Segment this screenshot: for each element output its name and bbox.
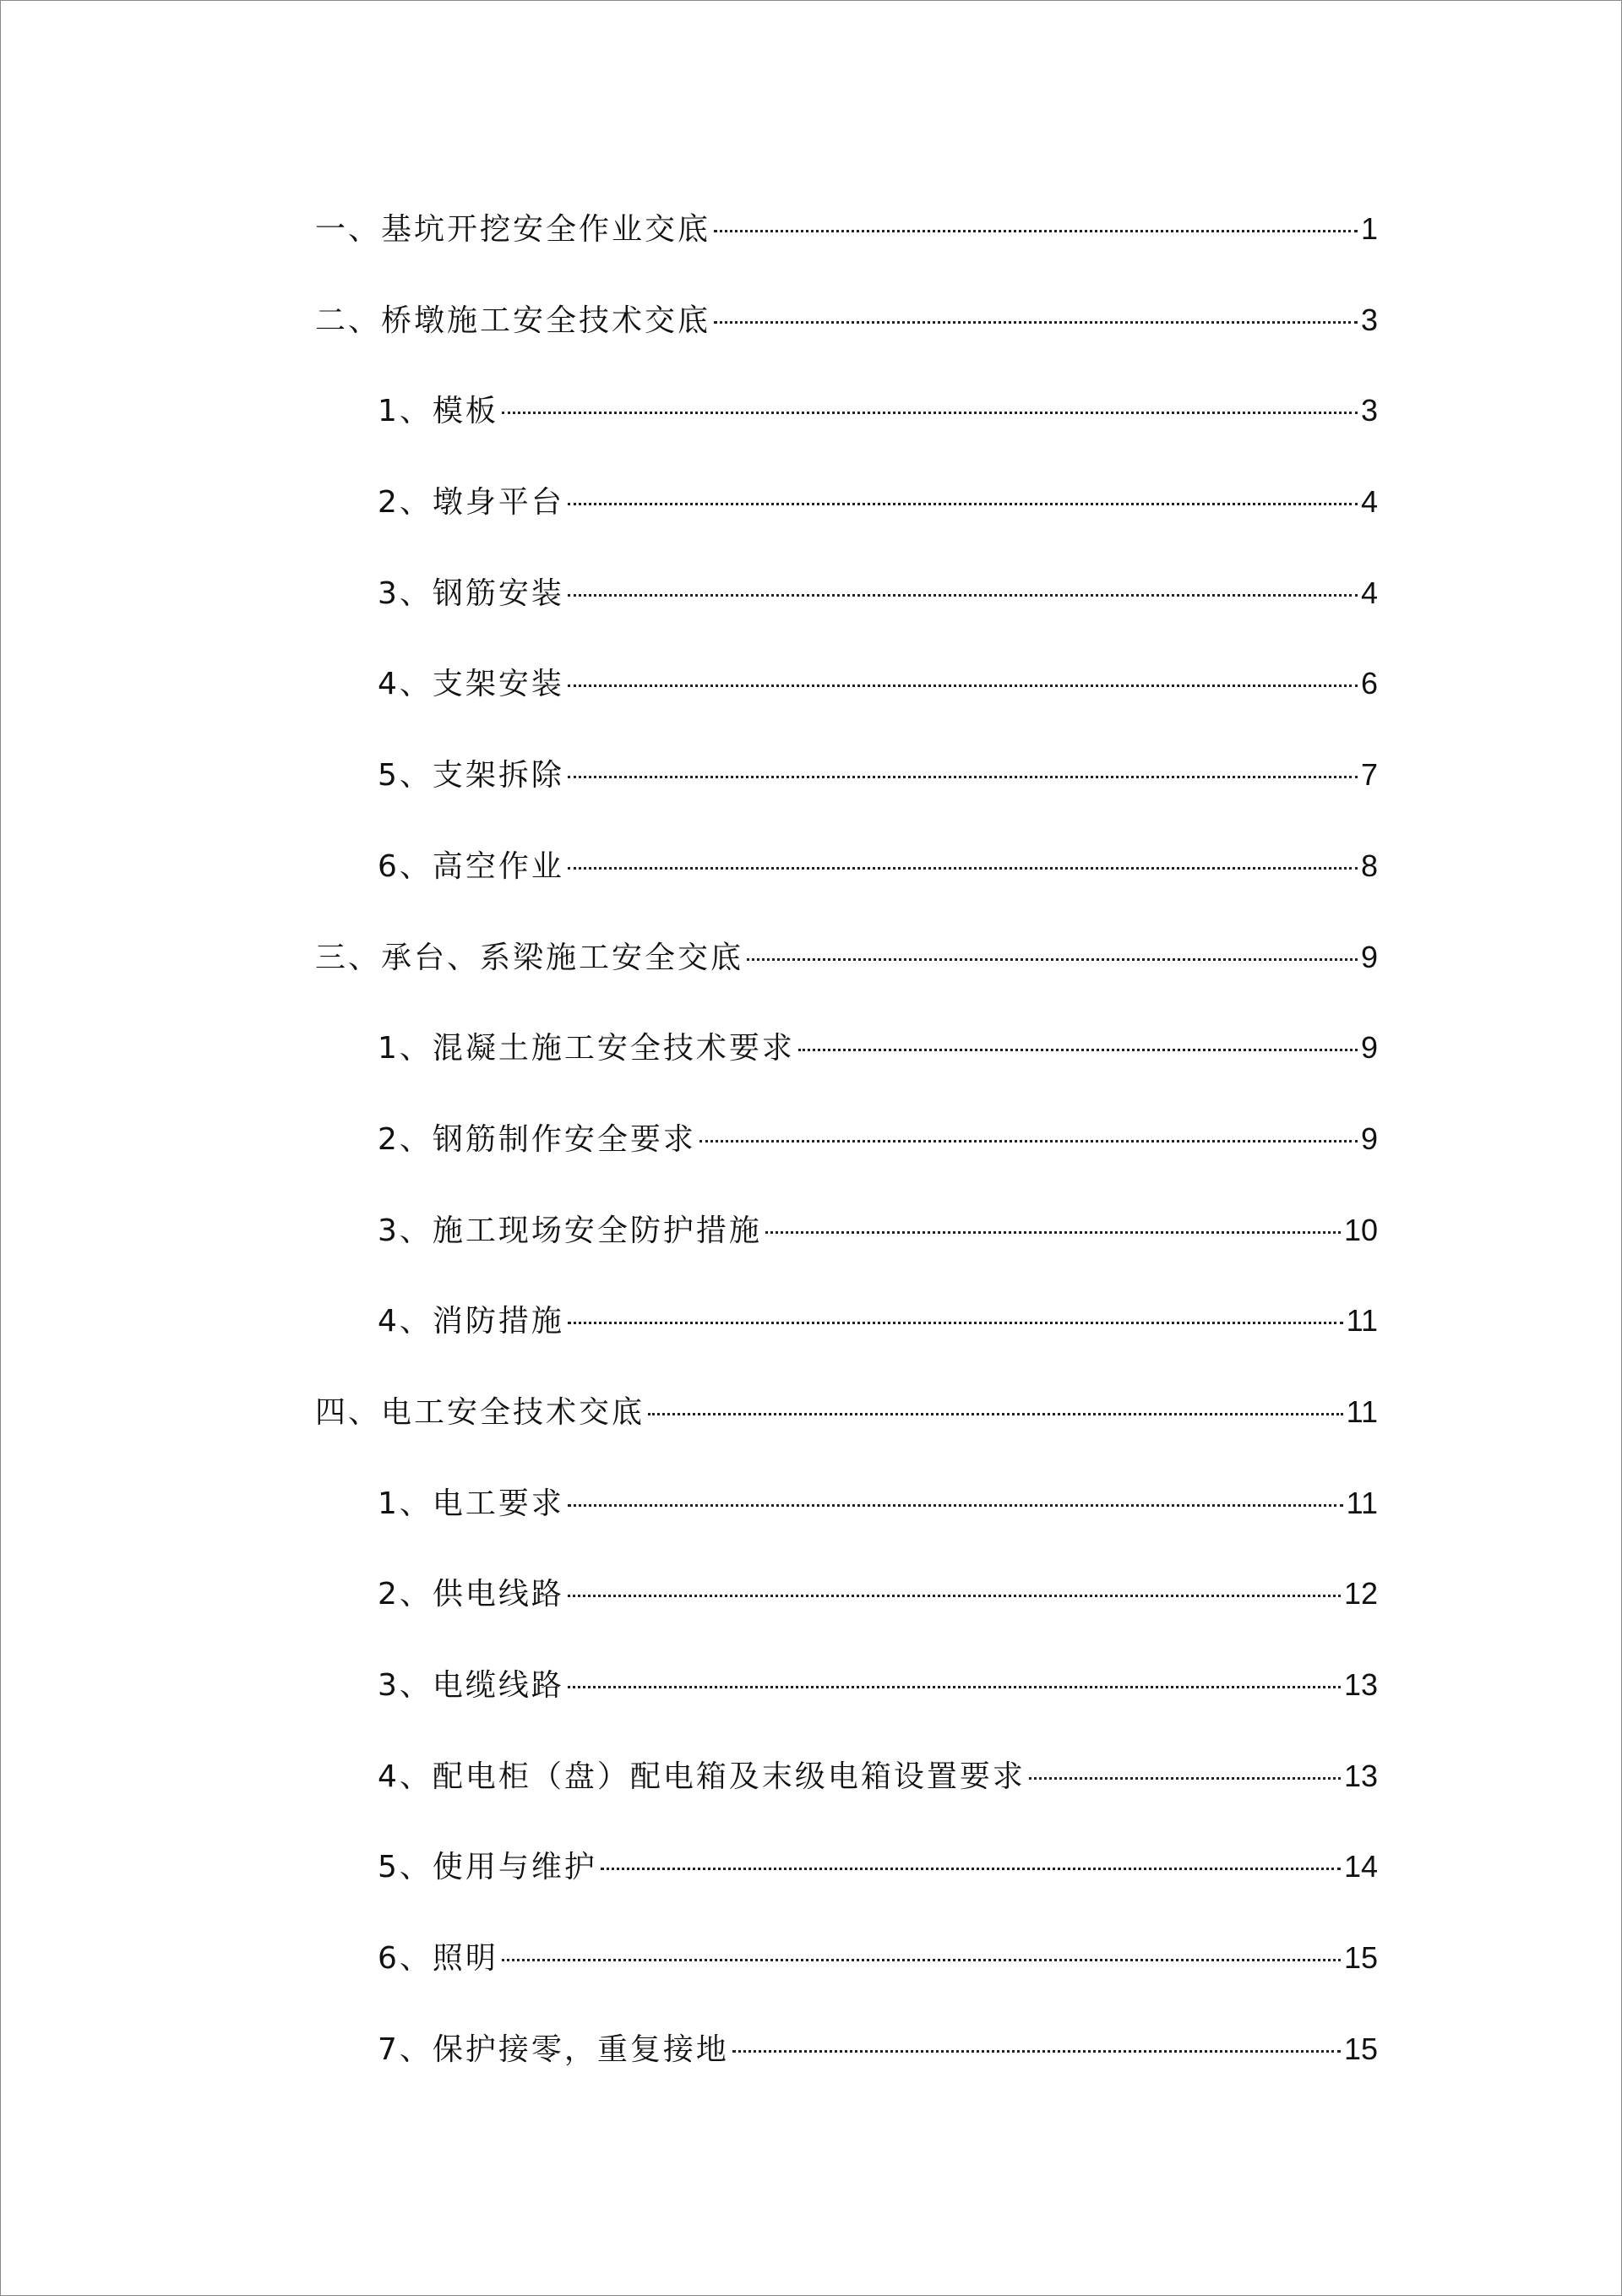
toc-entry-title: 三、承台、系梁施工安全交底: [315, 940, 744, 975]
dot-leader: [714, 321, 1358, 324]
toc-entry-page-number: 15: [1343, 2031, 1378, 2066]
dot-leader: [732, 2050, 1341, 2053]
toc-entry-title: 2、供电线路: [378, 1577, 564, 1612]
toc-entry-title: 2、墩身平台: [378, 485, 564, 521]
dot-leader: [502, 412, 1358, 414]
toc-entry-page-number: 10: [1343, 1212, 1378, 1247]
dot-leader: [798, 1049, 1358, 1051]
toc-entry-title: 一、基坑开挖安全作业交底: [315, 212, 711, 247]
toc-entry-page-number: 12: [1343, 1576, 1378, 1612]
toc-entry-page-number: 15: [1343, 1940, 1378, 1976]
toc-entry-title: 4、配电柜（盘）配电箱及末级电箱设置要求: [378, 1759, 1026, 1794]
dot-leader: [568, 503, 1358, 505]
toc-entry-title: 3、施工现场安全防护措施: [378, 1213, 762, 1248]
toc-subsection-entry[interactable]: [315, 1023, 1378, 1114]
toc-entry-title: 7、保护接零，重复接地: [378, 2031, 729, 2067]
toc-entry-page-number: 14: [1343, 1849, 1378, 1884]
toc-entry-title: 3、电缆线路: [378, 1668, 564, 1703]
toc-entry-page-number: 4: [1360, 575, 1378, 610]
dot-leader: [568, 776, 1358, 778]
toc-entry-page-number: 3: [1360, 302, 1378, 337]
toc-entry-title: 5、支架拆除: [378, 758, 564, 794]
table-of-contents: [315, 204, 1378, 2114]
dot-leader: [568, 594, 1358, 597]
toc-subsection-entry[interactable]: [315, 841, 1378, 932]
dot-leader: [765, 1231, 1341, 1234]
dot-leader: [568, 1686, 1341, 1688]
toc-subsection-entry[interactable]: [315, 1205, 1378, 1296]
toc-entry-page-number: 11: [1346, 1393, 1378, 1429]
toc-entry-page-number: 6: [1360, 666, 1378, 701]
dot-leader: [648, 1413, 1343, 1415]
toc-entry-title: 二、桥墩施工安全技术交底: [315, 303, 711, 338]
toc-entry-page-number: 9: [1360, 939, 1378, 974]
toc-entry-title: 3、钢筋安装: [378, 575, 564, 611]
toc-entry-page-number: 9: [1360, 1030, 1378, 1066]
dot-leader: [502, 1959, 1341, 1961]
toc-subsection-entry[interactable]: [315, 658, 1378, 750]
toc-entry-title: 4、消防措施: [378, 1304, 564, 1339]
toc-subsection-entry[interactable]: [315, 568, 1378, 659]
toc-section-entry[interactable]: [315, 204, 1378, 295]
toc-entry-title: 1、模板: [378, 394, 498, 429]
toc-entry-page-number: 13: [1343, 1667, 1378, 1702]
toc-entry-title: 1、混凝土施工安全技术要求: [378, 1031, 795, 1066]
toc-entry-title: 1、电工要求: [378, 1486, 564, 1521]
toc-subsection-entry[interactable]: [315, 385, 1378, 477]
toc-entry-title: 四、电工安全技术交底: [315, 1394, 645, 1430]
toc-section-entry[interactable]: [315, 295, 1378, 386]
dot-leader: [568, 684, 1358, 687]
toc-subsection-entry[interactable]: [315, 2024, 1378, 2115]
dot-leader: [1029, 1777, 1341, 1780]
toc-subsection-entry[interactable]: [315, 477, 1378, 568]
toc-subsection-entry[interactable]: [315, 1295, 1378, 1387]
toc-entry-title: 6、高空作业: [378, 848, 564, 884]
dot-leader: [699, 1140, 1358, 1143]
toc-entry-title: 5、使用与维护: [378, 1850, 597, 1885]
toc-subsection-entry[interactable]: [315, 1751, 1378, 1842]
dot-leader: [568, 867, 1358, 870]
toc-subsection-entry[interactable]: [315, 1478, 1378, 1569]
dot-leader: [568, 1322, 1343, 1324]
dot-leader: [747, 958, 1358, 961]
toc-subsection-entry[interactable]: [315, 750, 1378, 841]
toc-entry-title: 4、支架安装: [378, 667, 564, 702]
toc-entry-title: 6、照明: [378, 1941, 498, 1977]
toc-section-entry[interactable]: [315, 1387, 1378, 1478]
toc-subsection-entry[interactable]: [315, 1568, 1378, 1660]
toc-entry-page-number: 8: [1360, 848, 1378, 883]
dot-leader: [601, 1868, 1341, 1870]
toc-subsection-entry[interactable]: [315, 1841, 1378, 1933]
toc-entry-title: 2、钢筋制作安全要求: [378, 1121, 696, 1157]
toc-entry-page-number: 1: [1360, 211, 1378, 246]
dot-leader: [714, 230, 1358, 232]
toc-entry-page-number: 7: [1360, 757, 1378, 793]
toc-subsection-entry[interactable]: [315, 1660, 1378, 1751]
dot-leader: [568, 1595, 1341, 1597]
toc-entry-page-number: 13: [1343, 1758, 1378, 1793]
dot-leader: [568, 1504, 1343, 1507]
toc-entry-page-number: 3: [1360, 393, 1378, 428]
toc-entry-page-number: 11: [1346, 1485, 1378, 1520]
toc-entry-page-number: 11: [1346, 1303, 1378, 1339]
toc-subsection-entry[interactable]: [315, 1933, 1378, 2024]
toc-entry-page-number: 9: [1360, 1121, 1378, 1156]
toc-entry-page-number: 4: [1360, 484, 1378, 520]
toc-subsection-entry[interactable]: [315, 1114, 1378, 1205]
toc-section-entry[interactable]: [315, 932, 1378, 1023]
